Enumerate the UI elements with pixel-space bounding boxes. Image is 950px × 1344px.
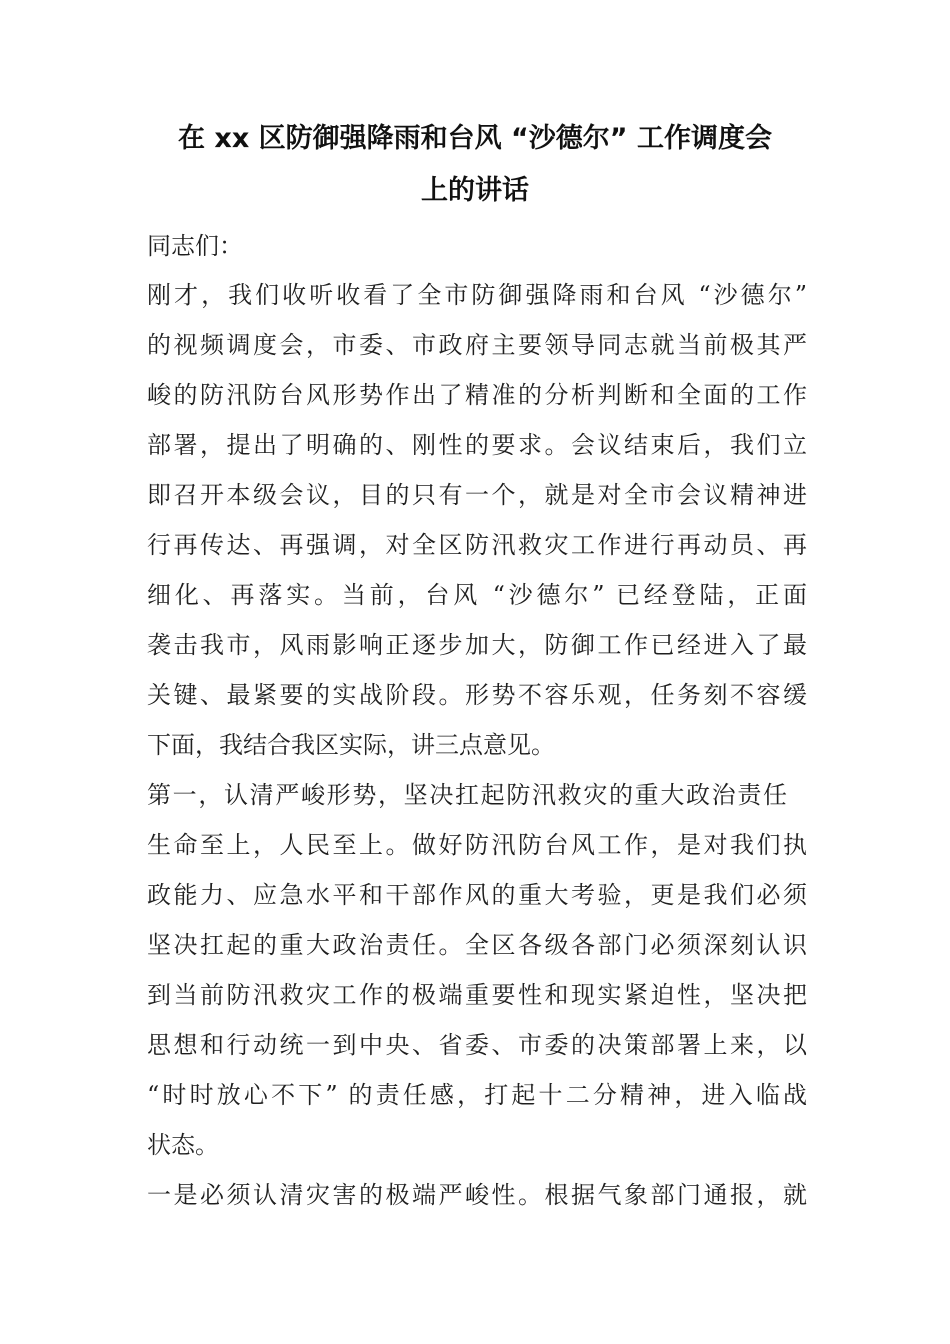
body-line: 即召开本级会议，目的只有一个，就是对全市会议精神进 — [147, 481, 807, 509]
body-line: 细化、再落实。当前，台风 “沙德尔” 已经登陆，正面 — [147, 581, 807, 609]
body-line: 袭击我市，风雨影响正逐步加大，防御工作已经进入了最 — [147, 631, 807, 659]
body-line: “时时放心不下” 的责任感，打起十二分精神，进入临战 — [147, 1081, 807, 1109]
body-line: 生命至上，人民至上。做好防汛防台风工作，是对我们执 — [147, 831, 807, 859]
body-line: 到当前防汛救灾工作的极端重要性和现实紧迫性，坚决把 — [147, 981, 807, 1009]
body-line: 峻的防汛防台风形势作出了精准的分析判断和全面的工作 — [147, 381, 807, 409]
body-line: 刚才，我们收听收看了全市防御强降雨和台风 “沙德尔” — [147, 281, 807, 309]
document-title-line-2: 上的讲话 — [421, 175, 529, 206]
body-line: 思想和行动统一到中央、省委、市委的决策部署上来，以 — [147, 1031, 807, 1059]
body-line: 的视频调度会，市委、市政府主要领导同志就当前极其严 — [147, 331, 807, 359]
body-line: 部署，提出了明确的、刚性的要求。会议结束后，我们立 — [147, 431, 807, 459]
body-line: 状态。 — [147, 1131, 219, 1159]
section-heading: 第一，认清严峻形势，坚决扛起防汛救灾的重大政治责任 — [147, 781, 787, 809]
body-line: 坚决扛起的重大政治责任。全区各级各部门必须深刻认识 — [147, 931, 807, 959]
salutation: 同志们： — [147, 232, 243, 260]
body-line: 政能力、应急水平和干部作风的重大考验，更是我们必须 — [147, 881, 807, 909]
body-line: 行再传达、再强调，对全区防汛救灾工作进行再动员、再 — [147, 531, 807, 559]
body-line: 关键、最紧要的实战阶段。形势不容乐观，任务刻不容缓 — [147, 681, 807, 709]
body-line: 一是必须认清灾害的极端严峻性。根据气象部门通报，就 — [147, 1181, 807, 1209]
document-title-line-1: 在 xx 区防御强降雨和台风 “沙德尔” 工作调度会 — [178, 123, 772, 154]
body-line: 下面，我结合我区实际，讲三点意见。 — [147, 731, 555, 759]
